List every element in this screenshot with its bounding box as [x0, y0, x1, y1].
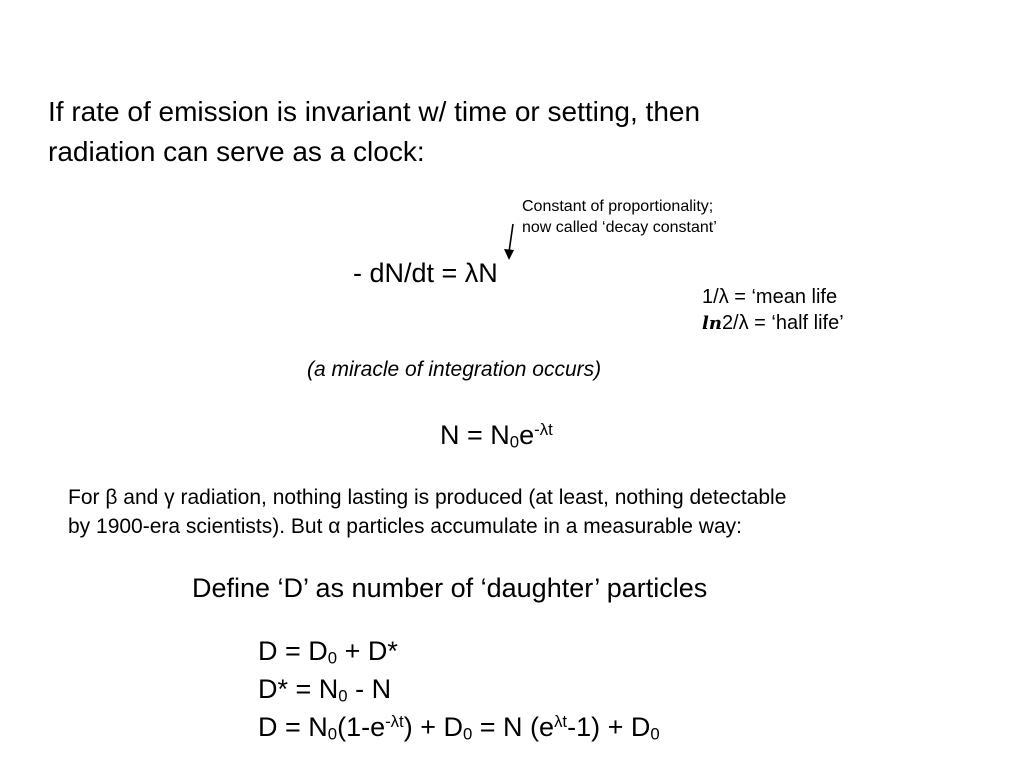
pointer-arrow-icon — [500, 222, 520, 262]
decay-constant-note — [522, 196, 717, 238]
equation-row-2 — [258, 670, 660, 708]
eq-subscript: 0 — [462, 724, 473, 744]
eq-subscript: 0 — [338, 686, 348, 706]
para-text: radiation, nothing lasting is produced (at least, nothing detectable — [174, 486, 787, 509]
para-text: For — [68, 486, 106, 509]
eq-text: -1) + D — [567, 712, 651, 742]
eq-text: - N — [347, 674, 392, 704]
eq-text: ) + D — [403, 712, 463, 742]
para-text: particles accumulate in a measurable way: — [340, 515, 742, 538]
eq1-prefix: - dN/dt = — [353, 258, 465, 288]
eq-text: + D* — [337, 636, 398, 666]
eq-subscript: 0 — [327, 648, 338, 668]
eq1-suffix: N — [478, 258, 498, 288]
alpha-symbol: α — [328, 515, 341, 538]
eq-superscript: λt — [554, 711, 568, 731]
life-definitions — [702, 284, 844, 337]
radiation-paragraph — [68, 483, 786, 541]
half-life-line — [702, 310, 844, 337]
beta-symbol: β — [105, 486, 118, 509]
note-line-1: Constant of proportionality; — [522, 198, 714, 215]
gamma-symbol: γ — [164, 486, 175, 509]
equation-row-3 — [258, 708, 660, 746]
mean-life-suffix: = ‘mean life — [728, 286, 838, 308]
para-line-1 — [68, 483, 786, 512]
integrated-equation — [440, 420, 553, 451]
eq2-e: e — [519, 420, 535, 450]
equation-row-1 — [258, 632, 660, 670]
eq-subscript: 0 — [327, 724, 338, 744]
eq-superscript: -λt — [385, 711, 404, 731]
mean-life-lambda: λ — [718, 286, 729, 308]
eq-text: D* = N — [258, 674, 339, 704]
note-line-2: now called ‘decay constant’ — [522, 219, 717, 236]
define-daughter-heading: Define ‘D’ as number of ‘daughter’ particles — [192, 573, 708, 603]
ln-symbol: ln — [702, 313, 722, 334]
half-life-prefix: 2/ — [721, 312, 739, 334]
half-life-lambda: λ — [738, 312, 749, 334]
eq1-lambda: λ — [464, 258, 479, 288]
eq2-exponent: -λt — [534, 419, 553, 439]
eq-text: (1-e — [337, 712, 386, 742]
eq-text: D = D — [258, 636, 328, 666]
para-line-2 — [68, 512, 786, 541]
eq-subscript: 0 — [650, 724, 660, 744]
eq-text: D = N — [258, 712, 328, 742]
eq2-lhs: N = N — [440, 420, 510, 450]
decay-equation — [353, 258, 498, 289]
mean-life-line — [702, 284, 844, 310]
intro-line-2: radiation can serve as a clock: — [48, 136, 425, 167]
intro-text — [48, 92, 948, 172]
intro-line-1: If rate of emission is invariant w/ time or setting, then — [48, 96, 701, 127]
daughter-equations — [258, 632, 660, 746]
miracle-note: (a miracle of integration occurs) — [307, 358, 602, 381]
mean-life-prefix: 1/ — [702, 286, 719, 308]
para-text: by 1900-era scientists). But — [68, 515, 329, 538]
para-text: and — [117, 486, 165, 509]
eq-text: = N (e — [472, 712, 555, 742]
eq2-subscript: 0 — [509, 432, 520, 452]
half-life-suffix: = ‘half life’ — [748, 312, 844, 334]
